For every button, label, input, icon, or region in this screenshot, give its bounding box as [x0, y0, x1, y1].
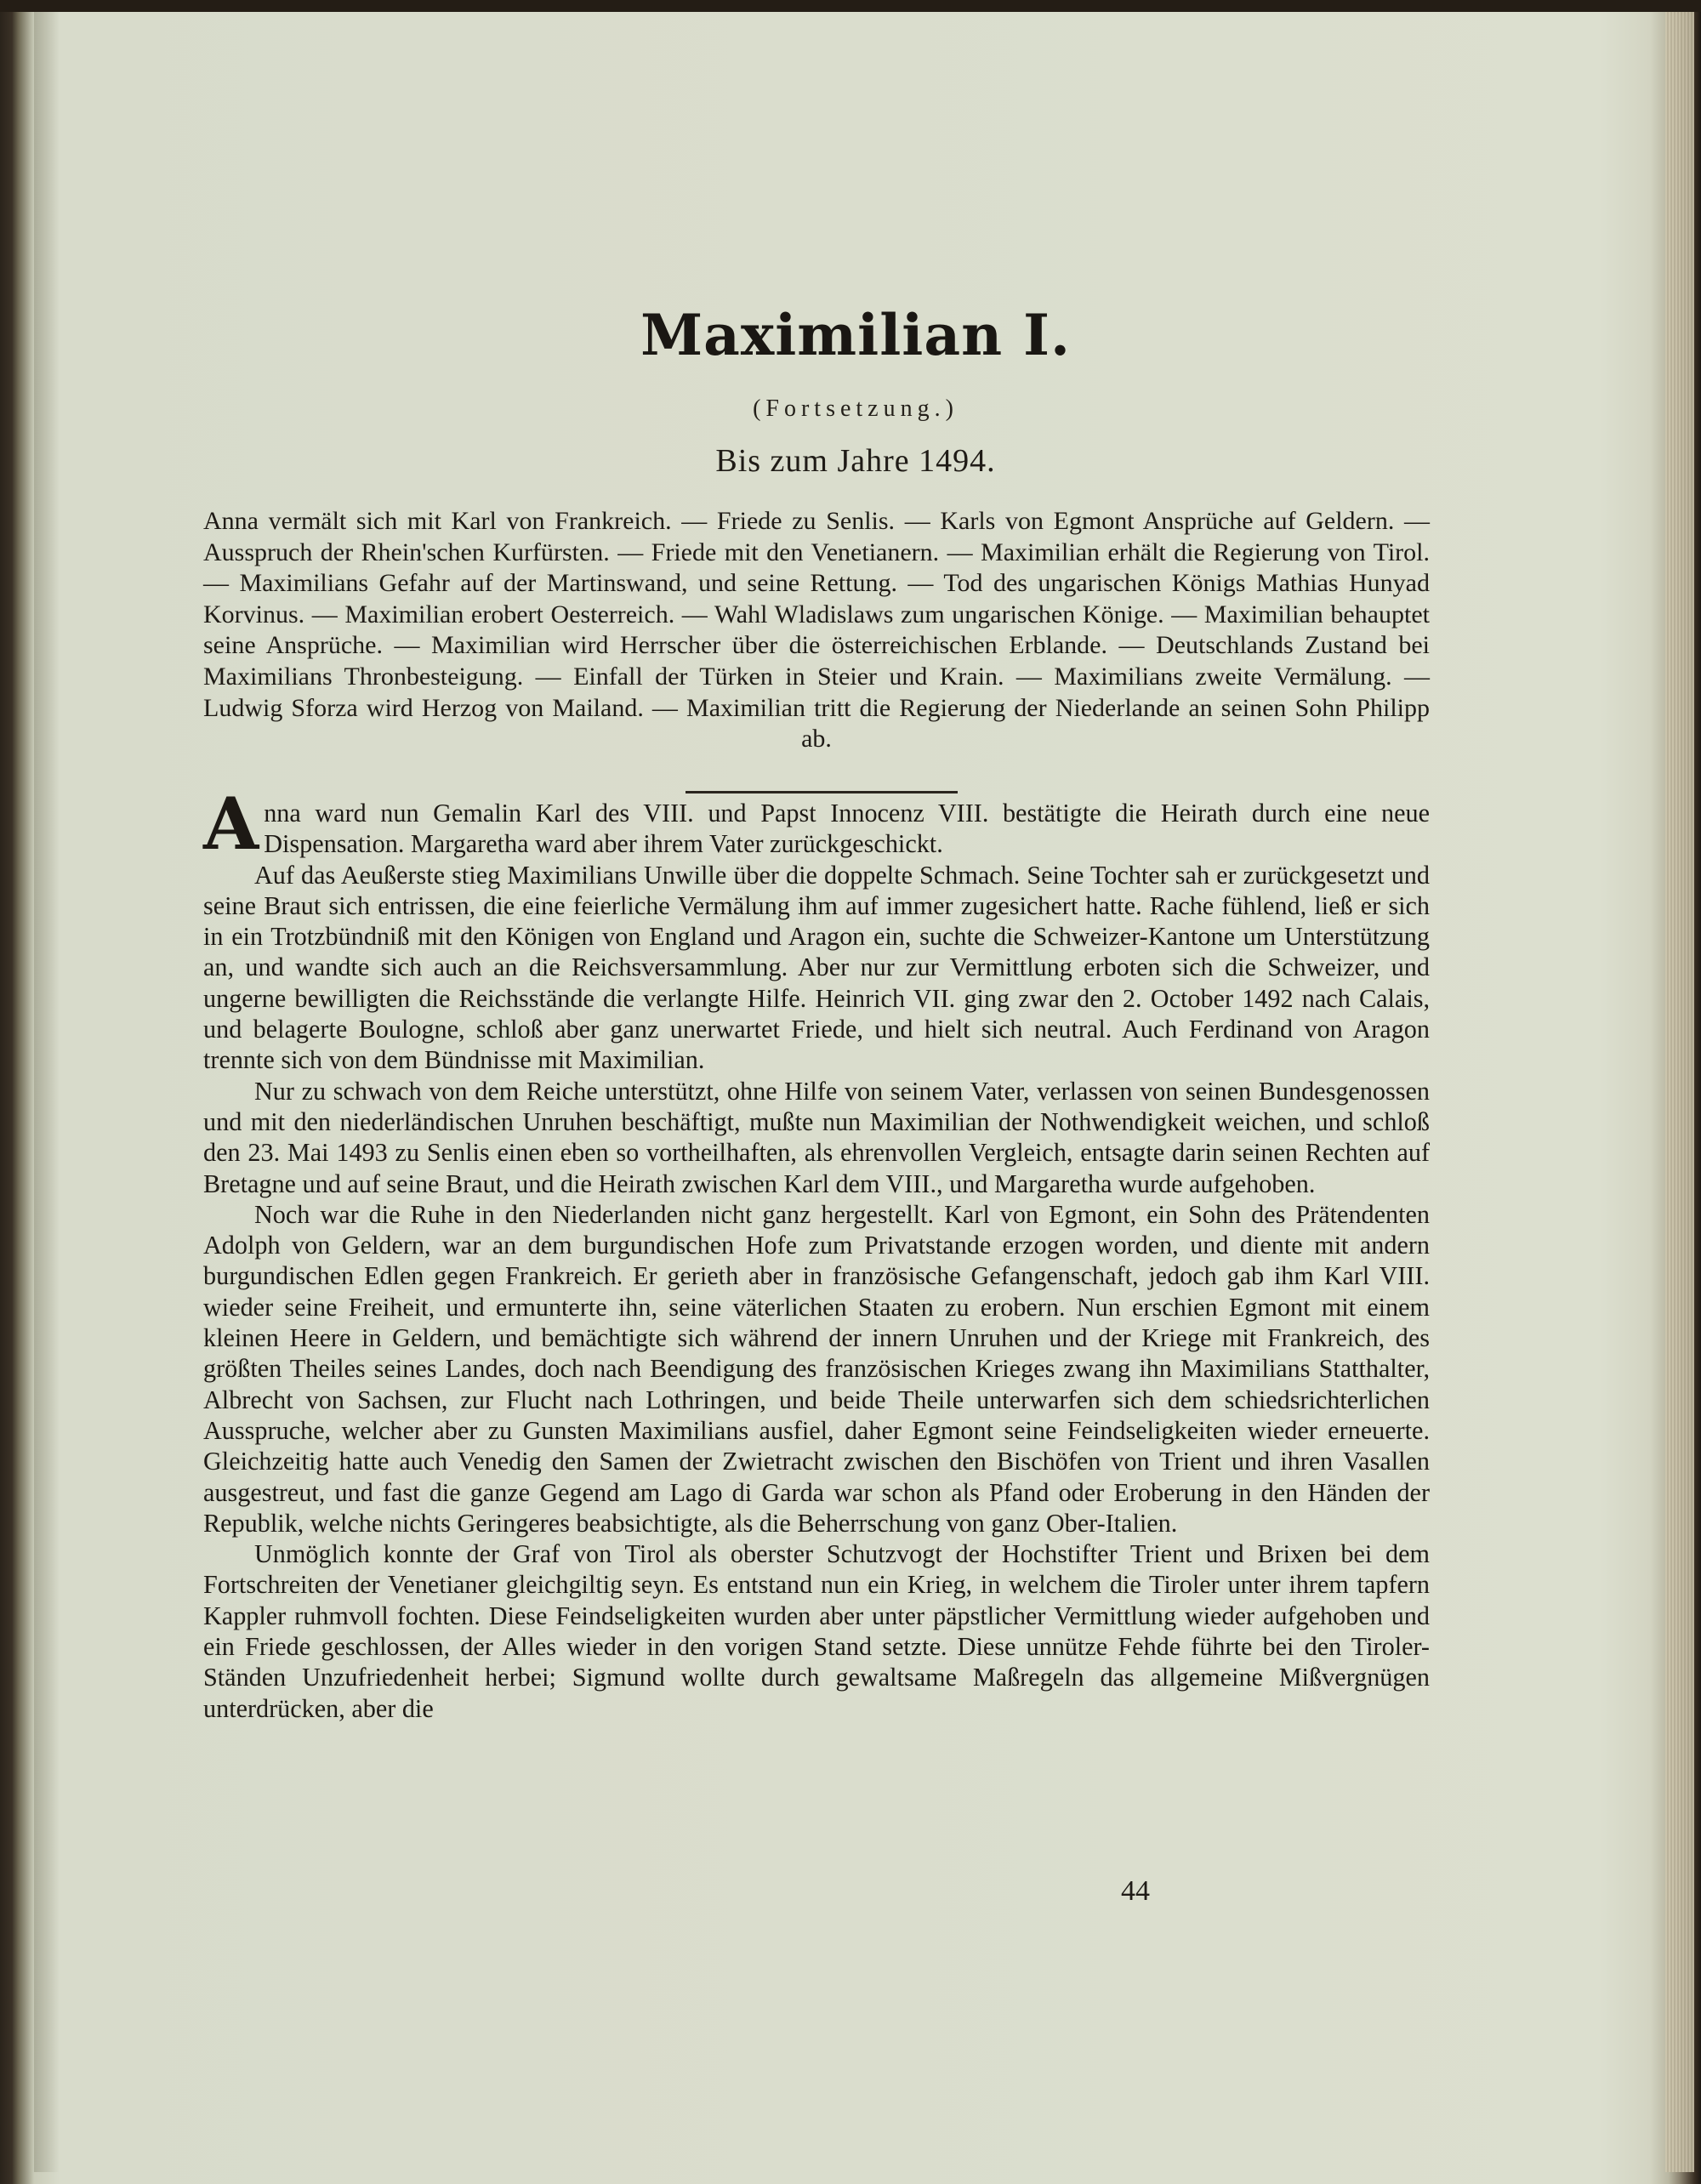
paragraph-2: Auf das Aeußerste stieg Maximilians Unwille über die doppelte Schmach. Seine Tochter sah er zurückgesetzt und seine Braut sich entrissen, die eine feierliche Vermälung ihm auf immer zugesichert hatte. Rache fühlend, ließ er sich in ein Trotzbündniß mit den Königen von England und Aragon ein, suchte die Schweizer-Kantone um Unterstützung an, und wandte sich auch an die Reichsversammlung. Aber nur zur Vermittlung erboten sich die Schweizer, und ungerne bewilligten die Reichsstände die verlangte Hilfe. Heinrich VII. ging zwar den 2. October 1492 nach Calais, und belagerte Boulogne, schloß aber ganz unerwartet Friede, und hielt sich neutral. Auch Ferdinand von Aragon trennte sich von dem Bündnisse mit Maximilian. [203, 860, 1430, 1075]
chapter-summary: Anna vermält sich mit Karl von Frankreich. — Friede zu Senlis. — Karls von Egmont Ansprüche auf Geldern. — Ausspruch der Rhein'schen Kurfürsten. — Friede mit den Venetianern. — Maximilian erhält die Regierung von Tirol. — Maximilians Gefahr auf der Martinswand, und seine Rettung. — Tod des ungarischen Königs Mathias Hunyad Korvinus. — Maximilian erobert Oesterreich. — Wahl Wladislaws zum ungarischen Könige. — Maximilian behauptet seine Ansprüche. — Maximilian wird Herrscher über die österreichischen Erblande. — Deutschlands Zustand bei Maximilians Thronbesteigung. — Einfall der Türken in Steier und Krain. — Maximilians zweite Vermälung. — Ludwig Sforza wird Herzog von Mailand. — Maximilian tritt die Regierung der Niederlande an seinen Sohn Philipp ab. [203, 507, 1430, 754]
page-edges [1665, 12, 1694, 2172]
section-divider [686, 791, 958, 793]
page-content [48, 17, 1664, 2169]
paragraph-3: Nur zu schwach von dem Reiche unterstützt, ohne Hilfe von seinem Vater, verlassen von seinen Bundesgenossen und mit den niederländischen Unruhen beschäftigt, mußte nun Maximilian der Nothwendigkeit weichen, und schloß den 23. Mai 1493 zu Senlis einen eben so vortheilhaften, als ehrenvollen Vergleich, entsagte darin seinen Rechten auf Bretagne und auf seine Braut, und die Heirath zwischen Karl dem VIII., und Margaretha wurde aufgehoben. [203, 1076, 1430, 1198]
book-top-edge [0, 0, 1701, 12]
paragraph-1 [203, 782, 1430, 866]
chapter-body [203, 782, 1430, 1724]
chapter-period: Bis zum Jahre 1494. [715, 443, 996, 479]
paragraph-1-text: nna ward nun Gemalin Karl des VIII. und Papst Innocenz VIII. bestätigte die Heirath durch eine neue Dispensation. Margaretha ward aber ihrem Vater zurückgeschickt. [264, 799, 1430, 859]
page-number: 44 [1121, 1875, 1150, 1907]
paragraph-4: Noch war die Ruhe in den Niederlanden nicht ganz hergestellt. Karl von Egmont, ein Sohn des Prätendenten Adolph von Geldern, war an dem burgundischen Hofe zum Privatstande erzogen worden, und diente mit andern burgundischen Edlen gegen Frankreich. Er gerieth aber in französische Gefangenschaft, jedoch gab ihm Karl VIII. wieder seine Freiheit, und ermunterte ihn, seine väterlichen Staaten zu erobern. Nun erschien Egmont mit einem kleinen Heere in Geldern, und bemächtigte sich während der innern Unruhen und der Kriege mit Frankreich, des größten Theiles seines Landes, doch nach Beendigung des französischen Krieges zwang ihn Maximilians Statthalter, Albrecht von Sachsen, zur Flucht nach Lothringen, und beide Theile unterwarfen sich dem schiedsrichterlichen Ausspruche, welcher aber zu Gunsten Maximilians ausfiel, daher Egmont seine Feindseligkeiten wieder erneuerte. Gleichzeitig hatte auch Venedig den Samen der Zwietracht zwischen den Bischöfen von Trient und ihren Vasallen ausgestreut, und fast die ganze Gegend am Lago di Garda war schon als Pfand oder Eroberung in den Händen der Republik, welche nichts Geringeres beabsichtigte, als die Beherrschung von ganz Ober-Italien. [203, 1199, 1430, 1538]
chapter-title: Maximilian I. [640, 302, 1071, 368]
paragraph-5: Unmöglich konnte der Graf von Tirol als oberster Schutzvogt der Hochstifter Trient und Brixen bei dem Fortschreiten der Venetianer gleichgiltig seyn. Es entstand nun ein Krieg, in welchem die Tiroler unter ihrem tapfern Kappler ruhmvoll fochten. Diese Feindseligkeiten wurden aber unter päpstlicher Vermittlung wieder aufgehoben und ein Friede geschlossen, der Alles wieder in den vorigen Stand setzte. Diese unnütze Fehde führte bei den Tiroler-Ständen Unzufriedenheit herbei; Sigmund wollte durch gewaltsame Maßregeln das allgemeine Mißvergnügen unterdrücken, aber die [203, 1539, 1430, 1723]
drop-cap: A [203, 782, 259, 866]
chapter-subtitle: (Fortsetzung.) [753, 395, 959, 422]
